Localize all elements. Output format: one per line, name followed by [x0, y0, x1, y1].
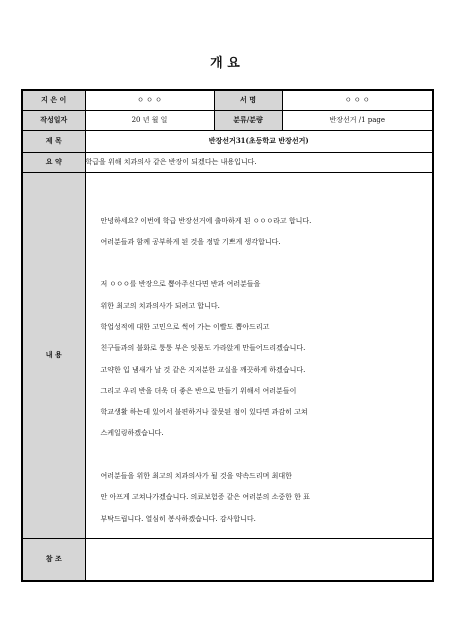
summary-label: 요 약	[22, 152, 85, 172]
content-line: 친구들과의 불화로 퉁퉁 부은 잇몸도 가라앉게 만들어드리겠습니다.	[100, 344, 306, 353]
content-line: 저 ㅇㅇㅇ를 반장으로 뽑아주신다면 반과 여러분들을	[100, 280, 261, 289]
category-label: 분류/분량	[214, 110, 282, 130]
reference-value	[85, 538, 433, 581]
document-title: 반장선거31(초등학교 반장선거)	[85, 130, 433, 152]
category-value: 반장선거 /1 page	[282, 110, 433, 130]
content-line: 안녕하세요? 이번에 학급 반장선거에 출마하게 된 ㅇㅇㅇ라고 합니다.	[100, 216, 312, 225]
content-line: 여러분들을 위한 최고의 치과의사가 될 것을 약속드리며 최대한	[100, 472, 292, 481]
subject-row	[22, 130, 433, 152]
content-body	[85, 172, 433, 538]
signature-value: ㅇ ㅇ ㅇ	[282, 90, 433, 110]
content-line	[101, 445, 425, 466]
content-label: 내 용	[22, 172, 85, 538]
summary-row	[22, 152, 433, 172]
content-row	[22, 172, 433, 538]
content-line: 고약한 입 냄새가 날 것 같은 지저분한 교실을 깨끗하게 하겠습니다.	[100, 365, 306, 374]
content-line: 학교생활 하는데 있어서 불편하거나 잘못된 점이 있다면 과감히 고쳐	[100, 408, 308, 417]
author-value: ㅇ ㅇ ㅇ	[85, 90, 214, 110]
content-line: 스케일링하겠습니다.	[100, 429, 164, 438]
signature-label: 서 명	[214, 90, 282, 110]
author-row	[22, 90, 433, 110]
date-label: 작성일자	[22, 110, 85, 130]
content-line: 여러분들과 함께 공부하게 된 것을 정말 기쁘게 생각합니다.	[100, 237, 281, 246]
content-line	[101, 253, 425, 274]
subject-label: 제 목	[22, 130, 85, 152]
date-row	[22, 110, 433, 130]
date-value: 20 년 월 일	[85, 110, 214, 130]
content-line: 안 아프게 고쳐나가겠습니다. 의료보험증 같은 여러분의 소중한 한 표	[100, 493, 310, 502]
reference-label: 참 조	[22, 538, 85, 581]
content-line: 부탁드립니다. 열심히 봉사하겠습니다. 감사합니다.	[100, 514, 256, 523]
summary-value: 학급을 위해 치과의사 같은 반장이 되겠다는 내용입니다.	[85, 152, 433, 172]
author-label: 지 은 이	[22, 90, 85, 110]
summary-form-table	[21, 89, 434, 582]
content-line: 위한 최고의 치과의사가 되려고 합니다.	[100, 301, 220, 310]
page-title: 개 요	[210, 56, 240, 71]
reference-row	[22, 538, 433, 581]
content-line: 그리고 우리 반을 더욱 더 좋은 반으로 만들기 위해서 여러분들이	[100, 386, 297, 395]
content-text	[86, 173, 433, 538]
content-line: 학업성적에 대한 고민으로 썩어 가는 이빨도 뽑아드리고	[100, 322, 270, 331]
